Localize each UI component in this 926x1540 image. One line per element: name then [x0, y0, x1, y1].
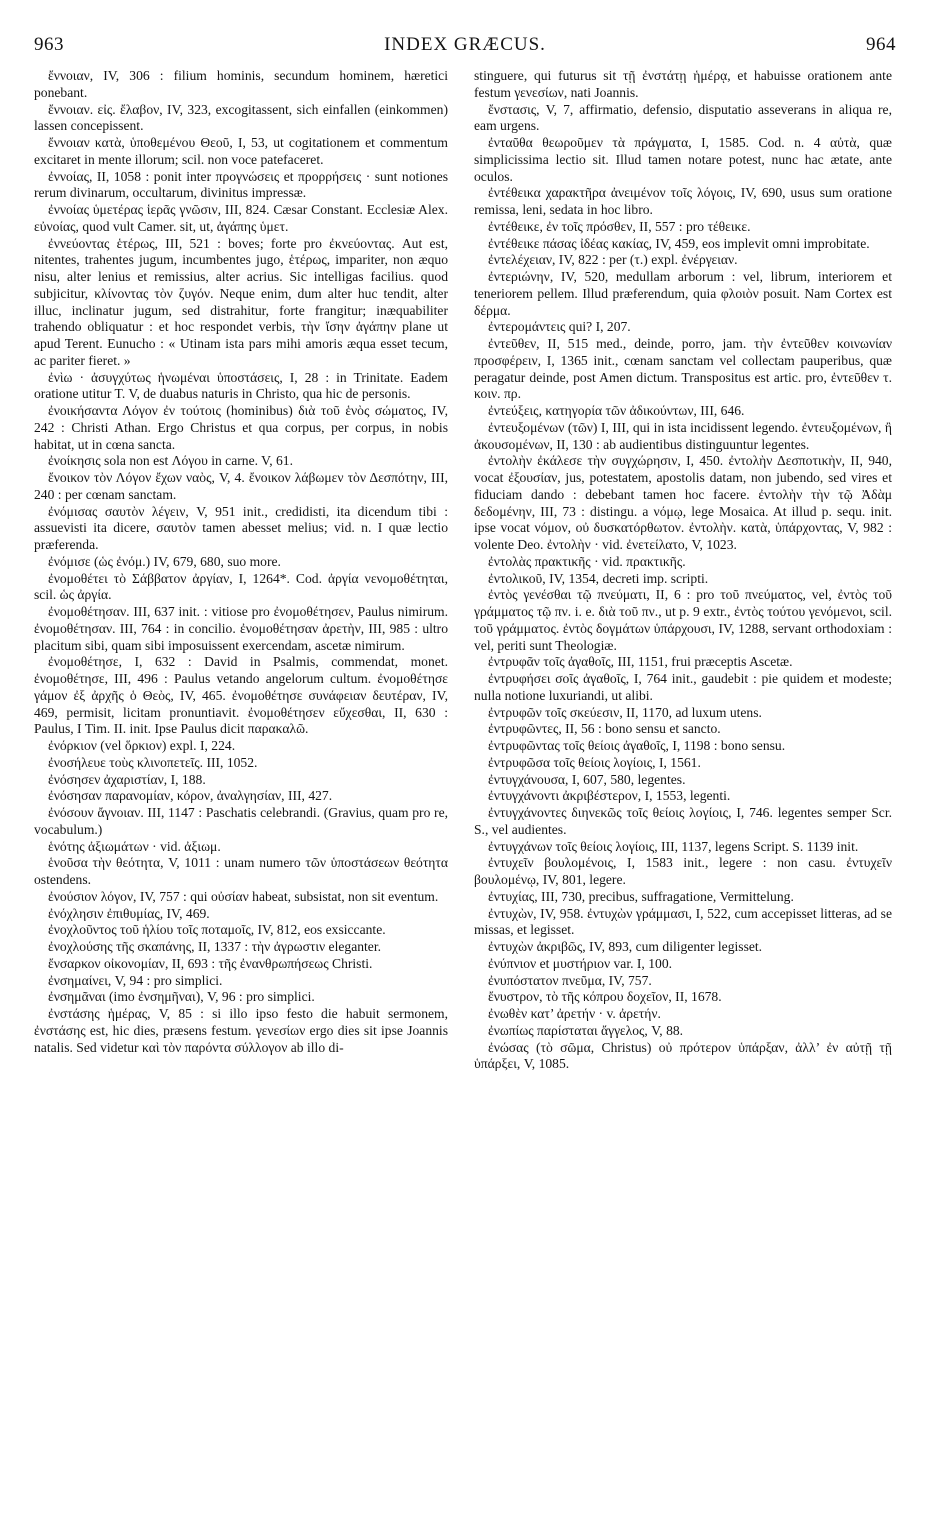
index-entry: ἐνὶω · ἀσυγχύτως ἡνωμέναι ὑποστάσεις, I, 28 : in Trinitate. Eadem oratione utitur T. V, de duabus naturis in Christo, qua hic de personis. [34, 369, 448, 402]
index-entry: ἐντρυφῶντες, II, 56 : bono sensu et sancto. [488, 721, 721, 737]
index-entry: ἐντυχεῖν βουλομένοις, I, 1583 init., legere : non casu. ἐντυχεῖν βουλομένῳ, IV, 801, legere. [474, 855, 892, 887]
index-entry: ἐντελέχειαν, IV, 822 : per (τ.) expl. ἐνέργειαν. [488, 252, 738, 268]
page-number-left: 963 [34, 34, 64, 55]
index-entry: ἐντρυφήσει σοῖς ἀγαθοῖς, I, 764 init., gaudebit : pie quidem et modeste; nulla notione luxuriandi, ut alibi. [474, 671, 892, 703]
index-entry: ἐνωπίως παρίσταται ἄγγελος, V, 88. [488, 1022, 684, 1038]
left-column [34, 68, 448, 1520]
index-entry: ἐνοχλοῦντος τοῦ ἡλίου τοῖς ποταμοῖς, IV, 812, eos exsiccante. [48, 922, 386, 938]
index-entry: ἐνούσιον λόγον, IV, 757 : qui οὐσίαν habeat, subsistat, non sit eventum. [48, 888, 439, 904]
index-entry: ἐνωθὲν κατ’ ἀρετήν · v. ἀρετήν. [488, 1006, 661, 1021]
index-entry: ἐνομοθέτει τὸ Σάββατον ἀργίαν, I, 1264*. Cod. ἀργία νενομοθέτηται, scil. ὡς ἀργία. [34, 570, 448, 603]
index-entry: ἐνοχλούσης τῆς σκαπάνης, II, 1337 : τὴν ἀγρωστιν eleganter. [48, 939, 382, 954]
running-title: INDEX GRÆCUS. [384, 34, 546, 55]
index-entry: ἐντὸς γενέσθαι τῷ πνεύματι, II, 6 : pro τοῦ πνεύματος, vel, ἐντὸς τοῦ γράμματος τῷ πν. i. e. διὰ τοῦ πν., ut p. 9 extr., ἐντὸς τούτου γενόμενοι, scil. τοῦ γράμματος. ἐντὸς δογμάτων ὑπάρχουσι, IV, 1288, servant orthodoxiam : vel, periti sunt Theologiæ. [474, 587, 892, 653]
index-entry: ἐννοίας ὑμετέρας ἱερᾶς γνῶσιν, III, 824. Cæsar Constant. Ecclesiæ Alex. εὐνοίας, quod vult Camer. sit, ut, ἀγάπης ὑμετ. [34, 202, 448, 234]
index-entry: ἐνόσησεν ἀχαριστίαν, I, 188. [48, 771, 206, 787]
index-entry: ἐντευξομένων (τῶν) I, III, qui in ista incidissent legendo. ἐντευξομένων, ἢ ἀκουσομένων, II, 130 : ab audientibus distinguuntur legentes. [474, 419, 892, 452]
index-entry: ἐνομοθέτησαν. III, 637 init. : vitiose pro ἐνομοθέτησεν, Paulus nimirum. ἐνομοθέτησαν. III, 764 : in concilio. ἐνομοθέτησαν ἀρετὴν, III, 985 : ultro placitum sibi, quam sibi imposuissent exercendam, ascetæ nimirum. [34, 604, 448, 653]
index-entry: ἐνόχλησιν ἐπιθυμίας, IV, 469. [48, 905, 210, 921]
index-entry: ἐντεριώνην, IV, 520, medullam arborum : vel, librum, interiorem et teneriorem pellem. Illud præferendum, quia φλοιὸν posuit. Nam Cortex est δέρμα. [474, 269, 892, 318]
index-entry: ἐνύπνιον et μυστήριον var. I, 100. [488, 955, 673, 971]
index-entry: ἑνοῦσα τὴν θεότητα, V, 1011 : unam numero τῶν ὑποστάσεων θεότητα ostendens. [34, 855, 448, 887]
index-entry: ἐνοίκησις sola non est Λόγου in carne. V, 61. [48, 453, 294, 469]
index-entry: ἐνσημαίνει, V, 94 : pro simplici. [48, 972, 223, 988]
index-entry: ἑνότης ἀξιωμάτων · vid. ἀξιωμ. [48, 838, 221, 854]
index-entry: ἐνστάσης ἡμέρας, V, 85 : si illo ipso festo die habuit sermonem, ἐνστάσης est, hic dies, præsens festum. γενεσίων ergo dies sit ipse Joannis natalis. Sed videtur καὶ τὸν παρόντα σύλλογον ab illo di- [34, 1006, 448, 1055]
page-header [34, 34, 896, 56]
index-entry: ἐνταῦθα θεωροῦμεν τὰ πράγματα, I, 1585. Cod. n. 4 αὐτὰ, quæ simplicissima lectio sit. Illud tamen notare potest, nunc hac ætate, ante oculos. [474, 135, 892, 184]
index-entry: ἔννοιαν κατὰ, ὑποθεμένου Θεοῦ, I, 53, ut cogitationem et commentum excitaret in mente illorum; scil. non voce patefaceret. [34, 135, 448, 167]
index-entry: ἐννοίας, II, 1058 : ponit inter προγνώσεις et προρρήσεις · sunt notiones rerum divinarum, occultarum, divinitus impressæ. [34, 168, 448, 201]
index-entry: ἐντυχὼν, IV, 958. ἐντυχὼν γράμμασι, I, 522, cum accepisset litteras, ad se missas, et legisset. [474, 905, 892, 938]
index-entry: ἐντυγχάνων τοῖς θείοις λογίοις, III, 1137, legens Script. S. 1139 init. [488, 838, 859, 854]
index-entry: ἐνοικήσαντα Λόγον ἐν τούτοις (hominibus) διὰ τοῦ ἑνὸς σώματος, IV, 242 : Christi Athan. Ergo Christus et qua corpus, per corpus, in nobis habitat, ut in cœna sancta. [34, 403, 448, 452]
index-entry: ἐντρυφῶσα τοῖς θείοις λογίοις, I, 1561. [488, 754, 701, 770]
index-entry: ἐνυπόστατον πνεῦμα, IV, 757. [488, 972, 652, 988]
page-number-right: 964 [866, 34, 896, 55]
index-entry: ἔνσαρκον οἰκονομίαν, II, 693 : τῆς ἐνανθρωπήσεως Christi. [48, 955, 373, 971]
index-entry: ἐντολικοῦ, IV, 1354, decreti imp. scripti. [488, 570, 709, 586]
index-entry: ἐνόρκιον (vel ὅρκιον) expl. I, 224. [48, 738, 236, 753]
index-entry: ἐνόμισας σαυτὸν λέγειν, V, 951 init., credidisti, ita dicendum tibi : assuevisti ita dicere, σαυτὸν tamen abesset melius; vid. n. I quæ lectio præferenda. [34, 503, 448, 552]
index-entry: ἐντέθεικε πάσας ἰδέας κακίας, IV, 459, eos implevit omni improbitate. [488, 235, 870, 251]
index-entry: ἐντολὰς πρακτικῆς · vid. πρακτικῆς. [488, 553, 686, 569]
index-entry: ἐντυγχάνοντι ἀκριβέστερον, I, 1553, legenti. [488, 788, 731, 804]
index-entry: ἐντεῦθεν, II, 515 med., deinde, porro, jam. τὴν ἐντεῦθεν κοινωνίαν προσφέρειν, I, 1365 init., cœnam sanctam vel collectam pauperibus, quæ peragatur deinde, post Amen dictum. Transpositus est artic. pro, ἐντεῦθεν τ. κοιν. πρ. [474, 336, 892, 402]
index-entry: ἐντυγχάνοντες διηνεκῶς τοῖς θείοις λογίοις, I, 746. legentes semper Scr. S., vel audientes. [474, 805, 892, 837]
index-entry: ἔνυστρον, τὸ τῆς κόπρου δοχεῖον, II, 1678. [488, 989, 722, 1005]
index-entry: ἐντυχίας, III, 730, precibus, suffragatione, Vermittelung. [488, 888, 794, 904]
index-entry: ἐντερομάντεις qui? I, 207. [488, 319, 631, 335]
index-entry: ἐννεύοντας ἑτέρως, III, 521 : boves; forte pro ἐκνεύοντας. Aut est, nitentes, trahentes jugum, incumbentes jugo, ἑτέρως, impariter, non æquo nisu, alter lenius et remissius, alter acrius. Sic intelligas facilius. quod subjicitur, κλίνοντας τὸν ζυγόν. Neque enim, dum alter huc tendit, alter illuc, inclinatur jugum, sed distrahitur, forte frangitur; inæquabiliter trahendo obliquatur : et hoc respondet verbis, τὴν ἴσην ἀγάπην plane ut apud Terent. Eunucho : « Utinam ista pars mihi amoris æqua esset tecum, ac pariter fieret. » [34, 235, 448, 368]
index-entry: ἐνσημᾶναι (imo ἐνσημῆναι), V, 96 : pro simplici. [48, 989, 315, 1005]
index-entry: ἐνόσουν ἄγνοιαν. III, 1147 : Paschatis celebrandi. (Gravius, quam pro re, vocabulum.) [34, 805, 448, 837]
index-entry: ἐντυχὼν ἀκριβῶς, IV, 893, cum diligenter legisset. [488, 939, 763, 954]
index-entry: ἐντυγχάνουσα, I, 607, 580, legentes. [488, 771, 686, 787]
index-entry: ἔνστασις, V, 7, affirmatio, defensio, disputatio asseverans in aliqua re, eam urgens. [474, 101, 892, 134]
index-entry: ἐντέθεικε, ἐν τοῖς πρόσθεν, II, 557 : pro τέθεικε. [488, 218, 751, 234]
index-entry: ἐνώσας (τὸ σῶμα, Christus) οὐ πρότερον ὑπάρξαν, ἀλλ’ ἐν αὐτῇ τῇ ὑπάρξει, V, 1085. [474, 1039, 892, 1072]
index-entry: stinguere, qui futurus sit τῇ ἐνστάτῃ ἡμέρᾳ, et habuisse orationem ante festum γενεσίων, nati Joannis. [474, 68, 892, 100]
index-entry: ἐντρυφᾶν τοῖς ἀγαθοῖς, III, 1151, frui præceptis Ascetæ. [488, 654, 793, 670]
index-entry: ἐντρυφῶντας τοῖς θείοις ἀγαθοῖς, I, 1198 : bono sensu. [488, 738, 786, 753]
index-entry: ἐνόμισε (ὡς ἐνόμ.) IV, 679, 680, suo more. [48, 553, 281, 569]
index-entry: ἐντρυφῶν τοῖς σκεύεσιν, II, 1170, ad luxum utens. [488, 704, 762, 720]
index-entry: ἐντέθεικα χαρακτῆρα ἀνειμένον τοῖς λόγοις, IV, 690, usus sum oratione remissa, leni, sedata in hoc libro. [474, 185, 892, 217]
index-entry: ἔννοιαν. εἰς. ἔλαβον, IV, 323, excogitassent, sich einfallen (einkommen) lassen concepissent. [34, 101, 448, 134]
right-column [474, 68, 892, 1520]
index-entry: ἔννοιαν, IV, 306 : filium hominis, secundum hominem, hæretici ponebant. [34, 68, 448, 100]
index-entry: ἐντολὴν ἐκάλεσε τὴν συγχώρησιν, I, 450. ἐντολὴν Δεσποτικὴν, II, 940, vocat ἐξουσίαν, jus, potestatem, apostolis datam, non jubendo, sed vires et fiduciam dando : debebant tamen hoc facere. ἐντολὴν τὴν τῷ Ἀδὰμ δεδομένην, III, 73 : distingu. a νόμῳ, lege Mosaica. At illud p. sequ. init. ipse vocat νόμον, οὐ δυσκατόρθωτον. ἐντολὴν. κατὰ, ὑπάρχοντας, V, 982 : volente Deo. ἐντολὴν · vid. ἐνετείλατο, V, 1023. [474, 453, 892, 552]
index-entry: ἐνομοθέτησε, I, 632 : David in Psalmis, commendat, monet. ἐνομοθέτησε, III, 496 : Paulus vetando angelorum cultum. ἐνομοθέτησε γάμον ἐξ ἀρχῆς ὁ Θεὸς, IV, 465. ἐνομοθέτησε συνάφειαν δευτέραν, IV, 469, permisit, licitam pronuntiavit. ἐνομοθέτησεν εὔχεσθαι, II, 630 : Paulus, I Tim. II. init. Ipse Paulus dicit παρακαλῶ. [34, 654, 448, 737]
index-entry: ἐντεύξεις, κατηγορία τῶν ἀδικούντων, III, 646. [488, 403, 745, 418]
index-entry: ἔνοικον τὸν Λόγον ἔχων ναὸς, V, 4. ἔνοικον λάβωμεν τὸν Δεσπότην, III, 240 : per cœnam sanctam. [34, 470, 448, 502]
index-entry: ἐνοσήλευε τοὺς κλινοπετεῖς. III, 1052. [48, 754, 258, 770]
index-entry: ἐνόσησαν παρανομίαν, κόρον, ἀναλγησίαν, III, 427. [48, 788, 333, 804]
